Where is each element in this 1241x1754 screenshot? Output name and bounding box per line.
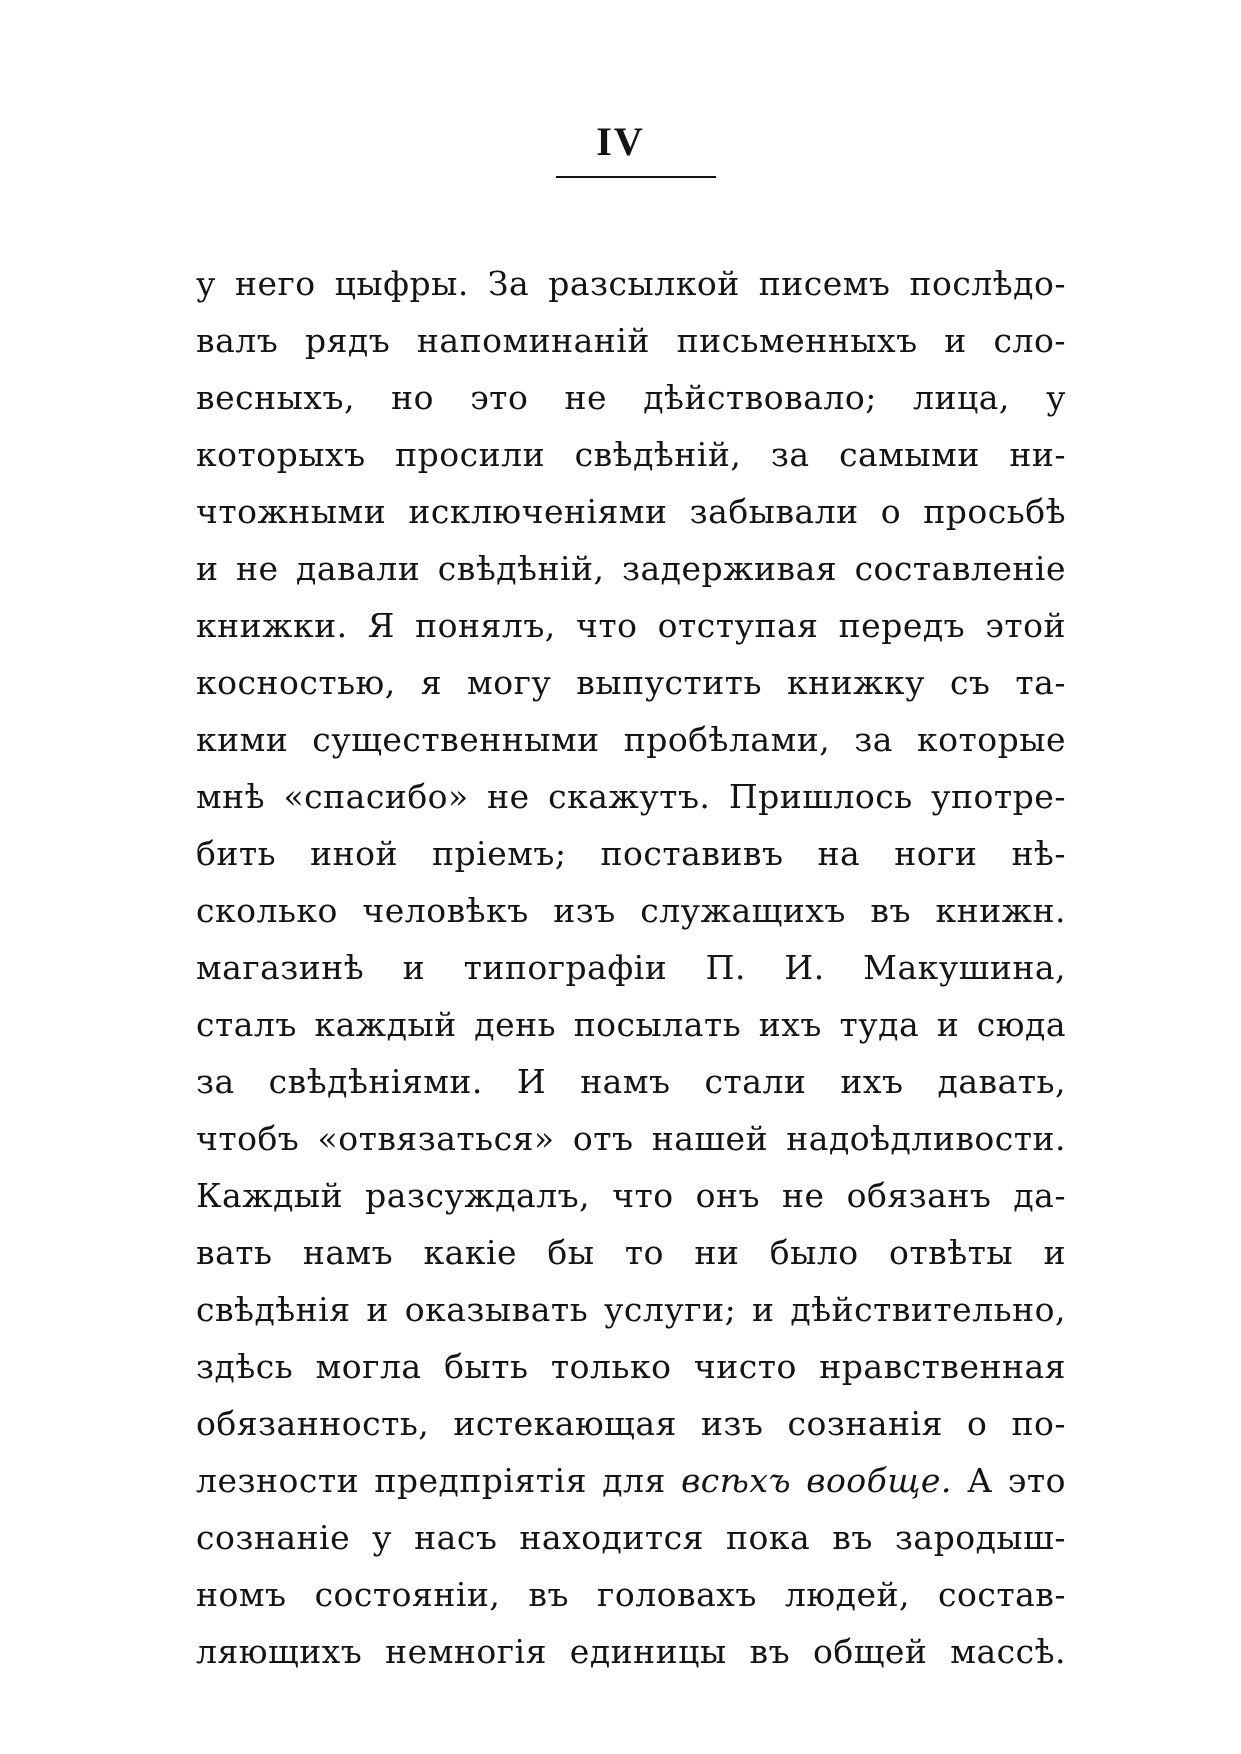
text-line: обязанность, истекающая изъ сознанія о по- <box>196 1404 1066 1443</box>
text-line: чтобъ «отвязаться» отъ нашей надоѣдливости. <box>196 1119 1066 1158</box>
text-line: валъ рядъ напоминаній письменныхъ и сло- <box>196 321 1066 360</box>
text-line-with-emphasis <box>196 1452 1066 1509</box>
text-line: здѣсь могла быть только чисто нравственная <box>196 1347 1066 1386</box>
body-text <box>196 255 1066 1680</box>
text-line: сталъ каждый день посылать ихъ туда и сюда <box>196 1005 1066 1044</box>
text-line: бить иной пріемъ; поставивъ на ноги нѣ- <box>196 834 1066 873</box>
text-line: вать намъ какіе бы то ни было отвѣты и <box>196 1233 1066 1272</box>
text-line: за свѣдѣніями. И намъ стали ихъ давать, <box>196 1062 1066 1101</box>
text-segment: А это <box>951 1461 1066 1500</box>
text-line: сознаніе у насъ находится пока въ зародыш- <box>196 1518 1066 1557</box>
text-line: свѣдѣнія и оказывать услуги; и дѣйствительно, <box>196 1290 1066 1329</box>
text-line: косностью, я могу выпустить книжку съ та- <box>196 663 1066 702</box>
text-line: сколько человѣкъ изъ служащихъ въ книжн. <box>196 891 1066 930</box>
text-line: которыхъ просили свѣдѣній, за самыми ни- <box>196 435 1066 474</box>
page-number: IV <box>596 119 645 164</box>
emphasized-text: всѣхъ вообще. <box>681 1461 952 1500</box>
text-line: мнѣ «спасибо» не скажутъ. Пришлось употре- <box>196 777 1066 816</box>
text-line: чтожными исключеніями забывали о просьбѣ <box>196 492 1066 531</box>
text-line: ляющихъ немногія единицы въ общей массѣ. <box>196 1632 1066 1671</box>
text-line: кими существенными пробѣлами, за которые <box>196 720 1066 759</box>
text-line: Каждый разсуждалъ, что онъ не обязанъ да- <box>196 1176 1066 1215</box>
text-segment: лезности предпріятія для <box>196 1461 682 1500</box>
header-rule <box>556 176 716 178</box>
text-line: весныхъ, но это не дѣйствовало; лица, у <box>196 378 1066 417</box>
text-line: магазинѣ и типографіи П. И. Макушина, <box>196 948 1066 987</box>
text-line: и не давали свѣдѣній, задерживая составленіе <box>196 549 1066 588</box>
text-line: номъ состояніи, въ головахъ людей, состав- <box>196 1575 1066 1614</box>
text-line: книжки. Я понялъ, что отступая передъ этой <box>196 606 1066 645</box>
text-line: у него цыфры. За разсылкой писемъ послѣдо- <box>196 264 1066 303</box>
